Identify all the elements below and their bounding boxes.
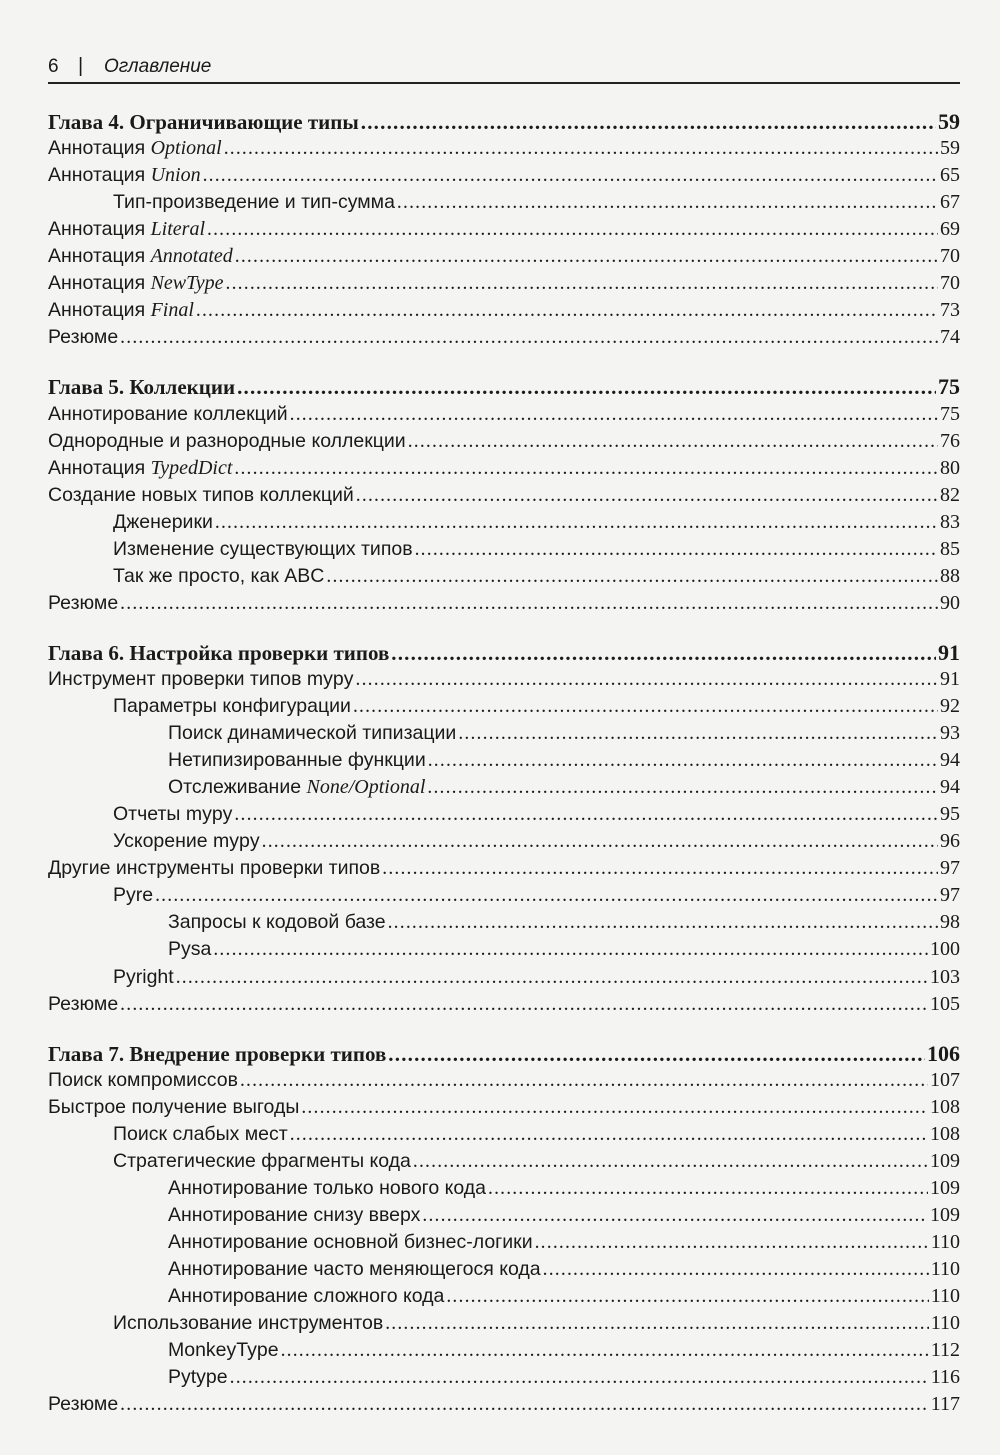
toc-page-number: 85 [940,537,960,560]
toc-entry [48,991,960,1018]
toc-entry [48,297,960,324]
dot-leader [535,1229,929,1256]
toc-entry-title: Нетипизированные функции [168,749,426,772]
toc-entry-title: MonkeyType [168,1339,279,1362]
toc-page-number: 95 [940,803,960,826]
toc-page-number: 109 [930,1149,960,1172]
toc-page-number: 65 [940,164,960,187]
dot-leader [240,1067,928,1094]
dot-leader [235,243,938,270]
toc-entry-title: Отслеживание None/Optional [168,776,426,799]
toc-page-number: 91 [938,639,960,665]
dot-leader [290,1121,928,1148]
dot-leader [413,1148,928,1175]
toc-entry-title: Аннотация Optional [48,137,222,160]
toc-page-number: 97 [940,857,960,880]
toc-page-number: 67 [940,191,960,214]
toc-entry-title: Pyre [113,884,154,907]
toc-page-number: 82 [940,483,960,506]
toc-entry-title: Pytype [168,1366,228,1389]
dot-leader [120,1391,929,1418]
dot-leader [120,991,928,1018]
dot-leader [427,774,938,801]
toc-page-number: 83 [940,510,960,533]
dot-leader [458,720,938,747]
dot-leader [422,1202,928,1229]
toc-entry [48,1310,960,1337]
dot-leader [230,1364,929,1391]
dot-leader [224,135,938,162]
dot-leader [446,1283,928,1310]
toc-page-number: 110 [930,1312,960,1335]
toc-entry-title: Аннотация TypedDict [48,456,233,479]
toc-page-number: 109 [930,1203,960,1226]
toc-entry-title: Использование инструментов [113,1312,384,1335]
toc-page-number: 108 [930,1122,960,1145]
toc-entry [48,964,960,991]
toc-page-number: 75 [940,402,960,425]
toc-page-number: 106 [927,1040,960,1066]
toc-entry-title: Аннотирование только нового кода [168,1176,486,1199]
toc-entry [48,455,960,482]
toc-chapter-entry [48,108,960,135]
toc-entry [48,855,960,882]
toc-entry-title: Ускорение mypy [113,830,260,853]
toc-entry [48,1229,960,1256]
dot-leader [488,1175,928,1202]
toc-entry-title: Глава 5. Коллекции [48,375,236,400]
dot-leader [415,536,938,563]
page-number: 6 [48,56,59,77]
toc-entry-title: Так же просто, как ABC [113,564,325,587]
toc-page-number: 59 [938,109,960,134]
header-separator: | [78,55,84,77]
toc-entry-title: Запросы к кодовой базе [168,911,386,934]
toc-entry [48,216,960,243]
toc-page-number: 105 [930,992,960,1015]
toc-page-number: 108 [930,1095,960,1118]
toc-page-number: 110 [930,1285,960,1308]
toc-entry [48,482,960,509]
dot-leader [207,216,938,243]
toc-page-number: 97 [940,884,960,907]
toc-entry [48,590,960,617]
dot-leader [361,109,936,136]
toc-entry-title: Параметры конфигурации [113,695,351,717]
toc-entry [48,693,960,720]
dot-leader [408,428,938,455]
toc-entry-title: Аннотирование снизу вверх [168,1203,421,1226]
toc-page-number: 112 [930,1339,960,1362]
toc-entry-title: Другие инструменты проверки типов [48,857,381,880]
toc-entry-title: Аннотирование коллекций [48,402,288,425]
toc-entry [48,189,960,216]
toc-entry [48,1121,960,1148]
toc-page-number: 75 [938,374,960,400]
toc-page-number: 80 [940,456,960,479]
toc-entry [48,828,960,855]
toc-chapter-entry [48,639,960,666]
toc-page-number: 103 [930,965,960,988]
toc-entry [48,1067,960,1094]
toc-entry [48,563,960,590]
dot-leader [543,1256,929,1283]
dot-leader [120,590,938,617]
toc-entry [48,1175,960,1202]
toc-entry [48,1337,960,1364]
dot-leader [353,693,938,720]
toc-entry-title: Аннотация NewType [48,272,224,295]
toc-page-number: 74 [940,326,960,349]
dot-leader [397,189,938,216]
toc-entry [48,801,960,828]
toc-entry-title: Резюме [48,326,119,349]
toc-entry [48,936,960,963]
toc-page-number: 110 [930,1258,960,1280]
toc-entry-title: Глава 4. Ограничивающие типы [48,110,359,134]
toc-entry-title: Инструмент проверки типов mypy [48,667,354,690]
toc-page-number: 69 [940,218,960,241]
toc-entry-title: Тип-произведение и тип-сумма [113,191,395,214]
dot-leader [237,374,936,401]
dot-leader [120,324,938,351]
toc-entry-title: Глава 6. Настройка проверки типов [48,640,390,665]
toc-entry-title: Резюме [48,591,119,614]
toc-entry [48,747,960,774]
toc-page-number: 116 [930,1366,960,1389]
toc-page-number: 59 [940,137,960,160]
dot-leader [382,855,938,882]
dot-leader [356,482,938,509]
toc-entry-title: Стратегические фрагменты кода [113,1149,411,1172]
dot-leader [301,1094,928,1121]
toc-entry [48,909,960,936]
running-title: Оглавление [104,56,212,77]
toc-entry-title: Отчеты mypy [113,803,233,826]
toc-page-number: 73 [940,299,960,322]
toc-entry-title: Аннотирование основной бизнес-логики [168,1230,533,1253]
toc-entry-title: Быстрое получение выгоды [48,1095,300,1118]
toc-entry-title: Аннотация Union [48,164,201,187]
toc-entry-title: Глава 7. Внедрение проверки типов [48,1041,387,1066]
toc-entry [48,270,960,297]
dot-leader [155,882,938,909]
toc-entry-title: Аннотирование часто меняющегося кода [168,1258,541,1280]
toc-entry [48,1364,960,1391]
toc-entry [48,1391,960,1418]
toc-entry [48,882,960,909]
dot-leader [176,964,928,991]
toc-entry-title: Аннотирование сложного кода [168,1285,445,1308]
toc-page-number: 96 [940,830,960,853]
toc-page-number: 107 [930,1068,960,1091]
toc-page-number: 91 [940,667,960,690]
toc-entry [48,536,960,563]
toc-entry [48,1148,960,1175]
toc-entry-title: Однородные и разнородные коллекции [48,429,406,452]
toc-page-number: 117 [930,1393,960,1416]
toc-entry [48,720,960,747]
dot-leader [290,401,938,428]
dot-leader [234,801,938,828]
toc-page-number: 93 [940,722,960,745]
toc-page-number: 70 [940,272,960,295]
toc-entry-title: Изменение существующих типов [113,537,413,560]
dot-leader [196,297,938,324]
toc-chapter-entry [48,373,960,400]
toc-entry [48,774,960,801]
toc-page-number: 94 [940,749,960,772]
toc-page-number: 92 [940,695,960,717]
dot-leader [262,828,938,855]
toc-entry-title: Создание новых типов коллекций [48,483,354,506]
dot-leader [388,909,938,936]
toc-entry-title: Дженерики [113,510,213,533]
toc-page-number: 90 [940,591,960,614]
dot-leader [234,455,938,482]
toc-entry-title: Резюме [48,1393,119,1416]
dot-leader [226,270,938,297]
toc-entry-title: Поиск динамической типизации [168,722,457,745]
toc-page-number: 76 [940,429,960,452]
dot-leader [203,162,938,189]
dot-leader [326,563,938,590]
toc-entry [48,324,960,351]
running-header [48,56,960,84]
toc-entry [48,1094,960,1121]
toc-entry [48,666,960,693]
toc-entry-title: Аннотация Annotated [48,245,233,268]
toc-entry-title: Поиск компромиссов [48,1068,238,1091]
toc-page-number: 70 [940,245,960,268]
toc-entry [48,1202,960,1229]
toc-entry-title: Pysa [168,938,212,961]
toc-entry-title: Pyright [113,965,174,988]
toc-page-number: 88 [940,564,960,587]
dot-leader [215,509,938,536]
dot-leader [391,640,936,667]
toc-page-number: 100 [930,938,960,961]
dot-leader [388,1041,925,1068]
toc-entry [48,1283,960,1310]
toc-page-number: 109 [930,1176,960,1199]
toc-entry [48,162,960,189]
toc-entry [48,135,960,162]
toc-entry [48,401,960,428]
toc-page-number: 94 [940,776,960,799]
toc-entry [48,509,960,536]
toc-entry-title: Поиск слабых мест [113,1122,288,1145]
toc-entry-title: Аннотация Final [48,299,194,322]
toc-entry-title: Резюме [48,992,119,1015]
dot-leader [281,1337,929,1364]
toc-entry [48,428,960,455]
toc-entry-title: Аннотация Literal [48,218,206,241]
toc-entry [48,243,960,270]
dot-leader [428,747,938,774]
toc-entry [48,1256,960,1283]
dot-leader [385,1310,929,1337]
dot-leader [356,666,938,693]
dot-leader [213,936,928,963]
toc-chapter-entry [48,1040,960,1067]
toc-page-number: 98 [940,911,960,934]
toc-page-number: 110 [930,1230,960,1253]
